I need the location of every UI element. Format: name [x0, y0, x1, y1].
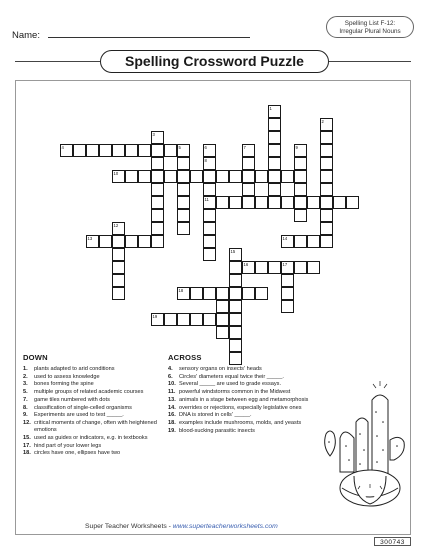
crossword-cell[interactable]	[229, 352, 242, 365]
crossword-cell[interactable]	[229, 274, 242, 287]
across-clue-number: 10.	[168, 381, 176, 388]
crossword-cell[interactable]	[203, 183, 216, 196]
down-clue	[23, 450, 163, 457]
title-rule-right	[329, 61, 411, 62]
down-clue	[23, 443, 163, 450]
crossword-cell[interactable]	[320, 196, 333, 209]
down-clue-text: used to assess knowledge	[34, 373, 100, 380]
down-clue	[23, 420, 163, 434]
name-write-line[interactable]	[48, 37, 250, 38]
crossword-cell[interactable]	[307, 196, 320, 209]
crossword-cell[interactable]	[229, 300, 242, 313]
down-clue	[23, 435, 163, 442]
worksheet-code: 300743	[374, 537, 411, 546]
clue-number-1: 1	[269, 105, 272, 111]
crossword-cell[interactable]	[151, 196, 164, 209]
crossword-cell[interactable]	[112, 248, 125, 261]
down-clue-number: 3.	[23, 381, 28, 388]
crossword-cell[interactable]	[281, 170, 294, 183]
crossword-cell[interactable]	[281, 196, 294, 209]
crossword-cell[interactable]	[86, 144, 99, 157]
crossword-cell[interactable]	[255, 196, 268, 209]
clue-number-16: 16	[243, 261, 249, 267]
crossword-cell[interactable]	[229, 196, 242, 209]
crossword-cell[interactable]	[320, 222, 333, 235]
down-clue-text: plants adapted to arid conditions	[34, 366, 115, 372]
crossword-cell[interactable]	[177, 157, 190, 170]
crossword-cell[interactable]	[73, 144, 86, 157]
crossword-cell[interactable]	[203, 235, 216, 248]
across-clue-list	[168, 366, 320, 435]
across-clue-number: 6.	[168, 373, 173, 380]
crossword-cell[interactable]	[229, 326, 242, 339]
crossword-cell[interactable]	[190, 170, 203, 183]
crossword-cell[interactable]	[112, 235, 125, 248]
across-clue	[168, 389, 320, 396]
footer-brand: Super Teacher Worksheets -	[85, 523, 173, 530]
crossword-cell[interactable]	[307, 261, 320, 274]
down-clue-text: classification of single-celled organisms	[34, 404, 132, 411]
crossword-cell[interactable]	[242, 183, 255, 196]
down-clue-text: game tiles numbered with dots	[34, 396, 110, 403]
down-clue-text: hind part of your lower legs	[34, 442, 102, 449]
crossword-cell[interactable]	[203, 222, 216, 235]
across-clue-text: overrides or rejections, especially legislative ones	[179, 404, 302, 411]
crossword-cell[interactable]	[99, 235, 112, 248]
crossword-cell[interactable]	[203, 248, 216, 261]
across-clue	[168, 397, 320, 404]
crossword-cell[interactable]	[268, 131, 281, 144]
down-clue-number: 12.	[23, 419, 31, 426]
down-clue	[23, 397, 163, 404]
across-clue-text: powerful windstorms common in the Midwest	[179, 389, 291, 396]
across-clue	[168, 420, 320, 427]
down-clue-number: 1.	[23, 366, 28, 372]
crossword-cell[interactable]	[177, 170, 190, 183]
across-clue-number: 11.	[168, 389, 176, 396]
crossword-cell[interactable]	[320, 144, 333, 157]
crossword-cell[interactable]	[268, 261, 281, 274]
crossword-cell[interactable]	[294, 196, 307, 209]
clue-number-14: 14	[282, 235, 288, 241]
crossword-cell[interactable]	[294, 183, 307, 196]
crossword-cell[interactable]	[255, 261, 268, 274]
across-clue-text: Circles' diameters equal twice their _____.	[179, 373, 284, 380]
down-clue-number: 15.	[23, 434, 31, 441]
across-clue-number: 4.	[168, 366, 173, 372]
down-clue-number: 17.	[23, 442, 31, 449]
crossword-cell[interactable]	[216, 313, 229, 326]
crossword-cell[interactable]	[125, 144, 138, 157]
clue-number-2: 2	[321, 118, 324, 124]
down-clue	[23, 381, 163, 388]
crossword-cell[interactable]	[268, 144, 281, 157]
crossword-cell[interactable]	[216, 196, 229, 209]
crossword-cell[interactable]	[112, 287, 125, 300]
down-clue-list	[23, 366, 163, 458]
crossword-cell[interactable]	[320, 235, 333, 248]
across-clue-text: Several _____ are used to grade essays.	[179, 381, 281, 388]
clue-number-15: 15	[230, 248, 236, 254]
crossword-cell[interactable]	[320, 183, 333, 196]
crossword-cell[interactable]	[229, 287, 242, 300]
crossword-cell[interactable]	[216, 170, 229, 183]
crossword-cell[interactable]	[164, 144, 177, 157]
crossword-cell[interactable]	[177, 196, 190, 209]
down-clue	[23, 405, 163, 412]
across-clue	[168, 374, 320, 381]
crossword-cell[interactable]	[164, 170, 177, 183]
across-clue-number: 19.	[168, 427, 176, 434]
crossword-cell[interactable]	[203, 313, 216, 326]
crossword-cell[interactable]	[177, 313, 190, 326]
crossword-cell[interactable]	[268, 170, 281, 183]
crossword-cell[interactable]	[333, 196, 346, 209]
crossword-cell[interactable]	[268, 196, 281, 209]
crossword-cell[interactable]	[281, 300, 294, 313]
crossword-cell[interactable]	[229, 261, 242, 274]
down-clue-number: 2.	[23, 373, 28, 380]
crossword-cell[interactable]	[151, 157, 164, 170]
down-heading: DOWN	[23, 353, 48, 362]
crossword-cell[interactable]	[177, 183, 190, 196]
crossword-cell[interactable]	[151, 183, 164, 196]
across-clue-text: sensory organs on insects' heads	[179, 366, 262, 372]
clue-number-12: 12	[113, 222, 119, 228]
clue-number-18: 18	[178, 287, 184, 293]
across-clue-text: examples include mushrooms, molds, and yeasts	[179, 419, 302, 426]
crossword-cell[interactable]	[242, 170, 255, 183]
crossword-cell[interactable]	[294, 261, 307, 274]
crossword-cell[interactable]	[112, 261, 125, 274]
down-clue-text: used as guides or indicators, e.g. in textbooks	[34, 434, 148, 441]
across-clue-text: DNA is stored in cells' _____.	[179, 412, 252, 419]
across-heading: ACROSS	[168, 353, 202, 362]
crossword-cell[interactable]	[294, 157, 307, 170]
clue-number-17: 17	[282, 261, 288, 267]
crossword-cell[interactable]	[138, 170, 151, 183]
clue-number-10: 10	[113, 170, 119, 176]
across-clue	[168, 381, 320, 388]
across-clue	[168, 428, 320, 435]
clue-number-11: 11	[204, 196, 209, 202]
clue-number-9: 9	[295, 144, 298, 150]
down-clue	[23, 366, 163, 373]
page-title: Spelling Crossword Puzzle	[100, 50, 329, 73]
crossword-cell[interactable]	[203, 209, 216, 222]
clue-number-7: 7	[243, 144, 246, 150]
clue-number-8: 8	[204, 157, 207, 163]
name-label: Name:	[12, 30, 40, 41]
spelling-list-badge	[326, 16, 414, 38]
clue-number-3: 3	[152, 131, 155, 137]
down-clue-number: 18.	[23, 450, 31, 457]
down-clue	[23, 374, 163, 381]
crossword-cell[interactable]	[151, 222, 164, 235]
crossword-cell[interactable]	[229, 313, 242, 326]
crossword-cell[interactable]	[229, 170, 242, 183]
crossword-cell[interactable]	[99, 144, 112, 157]
down-clue-number: 5.	[23, 389, 28, 396]
crossword-cell[interactable]	[216, 300, 229, 313]
clue-number-13: 13	[87, 235, 93, 241]
crossword-cell[interactable]	[268, 157, 281, 170]
down-clue	[23, 412, 163, 419]
footer-credit	[85, 523, 278, 530]
crossword-cell[interactable]	[229, 339, 242, 352]
across-clue-text: animals in a stage between egg and metamorphosis	[179, 396, 309, 403]
crossword-cell[interactable]	[268, 183, 281, 196]
across-clue	[168, 366, 320, 373]
crossword-cell[interactable]	[203, 170, 216, 183]
badge-line-2: Irregular Plural Nouns	[339, 28, 401, 35]
crossword-cell[interactable]	[242, 287, 255, 300]
down-clue-number: 7.	[23, 396, 28, 403]
crossword-cell[interactable]	[320, 131, 333, 144]
crossword-cell[interactable]	[255, 287, 268, 300]
crossword-cell[interactable]	[242, 196, 255, 209]
crossword-cell[interactable]	[203, 287, 216, 300]
crossword-cell[interactable]	[242, 157, 255, 170]
crossword-cell[interactable]	[190, 287, 203, 300]
crossword-cell[interactable]	[216, 287, 229, 300]
down-clue-text: bones forming the spine	[34, 381, 94, 388]
across-clue	[168, 412, 320, 419]
crossword-cell[interactable]	[281, 274, 294, 287]
crossword-cell[interactable]	[268, 118, 281, 131]
across-clue-text: blood-sucking parasitic insects	[179, 427, 255, 434]
crossword-cell[interactable]	[294, 235, 307, 248]
down-clue-text: multiple groups of related academic courses	[34, 389, 144, 396]
clue-number-4: 4	[61, 144, 64, 150]
down-clue	[23, 389, 163, 396]
clue-number-6: 6	[204, 144, 207, 150]
crossword-cell[interactable]	[125, 235, 138, 248]
badge-line-1: Spelling List F-12:	[344, 20, 396, 27]
title-rule-left	[15, 61, 100, 62]
footer-url[interactable]: www.superteacherworksheets.com	[172, 523, 278, 530]
down-clue-text: critical moments of change, often with heightened emotions	[34, 419, 157, 434]
crossword-cell[interactable]	[294, 170, 307, 183]
crossword-cell[interactable]	[320, 157, 333, 170]
across-clue	[168, 405, 320, 412]
crossword-cell[interactable]	[320, 170, 333, 183]
clue-number-19: 19	[152, 313, 158, 319]
crossword-cell[interactable]	[138, 235, 151, 248]
crossword-cell[interactable]	[112, 144, 125, 157]
crossword-cell[interactable]	[346, 196, 359, 209]
down-clue-number: 9.	[23, 412, 28, 419]
down-clue-number: 8.	[23, 404, 28, 411]
crossword-cell[interactable]	[320, 209, 333, 222]
crossword-cell[interactable]	[125, 170, 138, 183]
crossword-cell[interactable]	[138, 144, 151, 157]
across-clue-number: 18.	[168, 419, 176, 426]
across-clue-number: 16.	[168, 412, 176, 419]
crossword-cell[interactable]	[294, 209, 307, 222]
crossword-cell[interactable]	[190, 313, 203, 326]
crossword-cell[interactable]	[177, 222, 190, 235]
crossword-cell[interactable]	[151, 209, 164, 222]
clue-number-5: 5	[178, 144, 181, 150]
crossword-cell[interactable]	[151, 170, 164, 183]
crossword-cell[interactable]	[216, 326, 229, 339]
across-clue-number: 14.	[168, 404, 176, 411]
crossword-cell[interactable]	[151, 235, 164, 248]
crossword-cell[interactable]	[164, 313, 177, 326]
across-clue-number: 13.	[168, 396, 176, 403]
crossword-cell[interactable]	[281, 287, 294, 300]
cactus-illustration	[320, 380, 412, 512]
crossword-cell[interactable]	[177, 209, 190, 222]
crossword-cell[interactable]	[112, 274, 125, 287]
down-clue-text: circles have one, ellipses have two	[34, 450, 121, 457]
down-clue-text: Experiments are used to test _____.	[34, 412, 124, 419]
crossword-cell[interactable]	[151, 144, 164, 157]
crossword-cell[interactable]	[307, 235, 320, 248]
crossword-cell[interactable]	[255, 170, 268, 183]
